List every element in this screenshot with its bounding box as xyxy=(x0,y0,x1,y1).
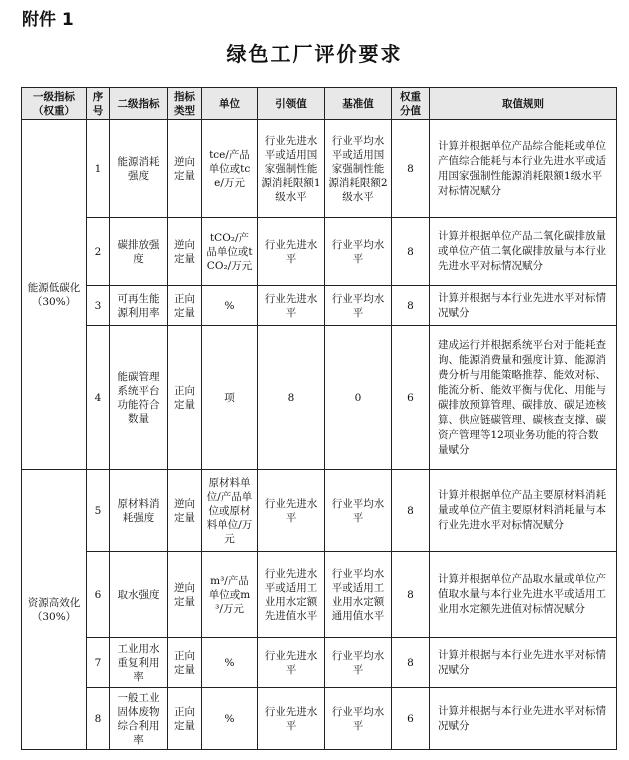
row-weight: 6 xyxy=(392,688,430,750)
header-weight: 权重分值 xyxy=(392,88,430,120)
table-row xyxy=(22,470,617,552)
row-unit: m³/产品单位或m³/万元 xyxy=(202,552,258,638)
row-unit: tce/产品单位或tce/万元 xyxy=(202,120,258,218)
row-rule: 计算并根据单位产品主要原材料消耗量或单位产值主要原材料消耗量与本行业先进水平对标情况赋分 xyxy=(430,470,617,552)
row-type: 正向定量 xyxy=(168,688,202,750)
row-indicator: 能源消耗强度 xyxy=(110,120,168,218)
row-rule: 建成运行并根据系统平台对于能耗查询、能源消费量和强度计算、能源消费分析与用能策略推荐、能效对标、能流分析、能效平衡与优化、用能与碳排放预算管理、碳排放、碳足迹核算、供应链碳管理、碳核查支撑、碳资产管理等12项业务功能的符合数量赋分 xyxy=(430,326,617,470)
row-lead: 行业先进水平或适用工业用水定额先进值水平 xyxy=(258,552,325,638)
table-row xyxy=(22,120,617,218)
evaluation-table xyxy=(21,87,617,750)
row-seq: 5 xyxy=(87,470,110,552)
row-base: 行业平均水平或适用工业用水定额通用值水平 xyxy=(325,552,392,638)
row-type: 逆向定量 xyxy=(168,552,202,638)
row-lead: 行业先进水平或适用国家强制性能源消耗限额1级水平 xyxy=(258,120,325,218)
row-weight: 6 xyxy=(392,326,430,470)
row-indicator: 工业用水重复利用率 xyxy=(110,638,168,688)
group-resource: 资源高效化（30%） xyxy=(22,470,87,750)
header-level1: 一级指标（权重） xyxy=(22,88,87,120)
table-row xyxy=(22,638,617,688)
row-unit: % xyxy=(202,688,258,750)
table-row xyxy=(22,286,617,326)
table-row xyxy=(22,688,617,750)
row-lead: 行业先进水平 xyxy=(258,286,325,326)
header-rule: 取值规则 xyxy=(430,88,617,120)
row-weight: 8 xyxy=(392,470,430,552)
row-seq: 6 xyxy=(87,552,110,638)
row-lead: 8 xyxy=(258,326,325,470)
row-rule: 计算并根据与本行业先进水平对标情况赋分 xyxy=(430,286,617,326)
header-seq: 序号 xyxy=(87,88,110,120)
row-type: 逆向定量 xyxy=(168,120,202,218)
header-type: 指标类型 xyxy=(168,88,202,120)
row-rule: 计算并根据单位产品取水量或单位产值取水量与本行业先进水平或适用工业用水定额先进值对标情况赋分 xyxy=(430,552,617,638)
header-unit: 单位 xyxy=(202,88,258,120)
table-row xyxy=(22,552,617,638)
group-energy: 能源低碳化（30%） xyxy=(22,120,87,470)
row-seq: 1 xyxy=(87,120,110,218)
row-rule: 计算并根据与本行业先进水平对标情况赋分 xyxy=(430,638,617,688)
row-indicator: 取水强度 xyxy=(110,552,168,638)
row-lead: 行业先进水平 xyxy=(258,218,325,286)
row-seq: 3 xyxy=(87,286,110,326)
row-base: 0 xyxy=(325,326,392,470)
row-weight: 8 xyxy=(392,120,430,218)
row-base: 行业平均水平 xyxy=(325,688,392,750)
row-type: 正向定量 xyxy=(168,326,202,470)
row-unit: tCO₂/产品单位或tCO₂/万元 xyxy=(202,218,258,286)
attachment-label: 附件 1 xyxy=(22,10,74,30)
row-unit: % xyxy=(202,638,258,688)
row-type: 正向定量 xyxy=(168,638,202,688)
header-lead: 引领值 xyxy=(258,88,325,120)
row-base: 行业平均水平 xyxy=(325,218,392,286)
row-weight: 8 xyxy=(392,638,430,688)
row-type: 逆向定量 xyxy=(168,218,202,286)
row-indicator: 碳排放强度 xyxy=(110,218,168,286)
row-indicator: 能碳管理系统平台功能符合数量 xyxy=(110,326,168,470)
row-type: 正向定量 xyxy=(168,286,202,326)
header-level2: 二级指标 xyxy=(110,88,168,120)
header-base: 基准值 xyxy=(325,88,392,120)
row-base: 行业平均水平 xyxy=(325,638,392,688)
row-unit: % xyxy=(202,286,258,326)
row-rule: 计算并根据单位产品二氧化碳排放量或单位产值二氧化碳排放量与本行业先进水平对标情况赋分 xyxy=(430,218,617,286)
table-row xyxy=(22,326,617,470)
row-weight: 8 xyxy=(392,552,430,638)
row-seq: 4 xyxy=(87,326,110,470)
row-seq: 2 xyxy=(87,218,110,286)
row-rule: 计算并根据单位产品综合能耗或单位产值综合能耗与本行业先进水平或适用国家强制性能源消耗限额1级水平对标情况赋分 xyxy=(430,120,617,218)
row-lead: 行业先进水平 xyxy=(258,638,325,688)
row-base: 行业平均水平或适用国家强制性能源消耗限额2级水平 xyxy=(325,120,392,218)
row-weight: 8 xyxy=(392,218,430,286)
row-base: 行业平均水平 xyxy=(325,470,392,552)
row-indicator: 原材料消耗强度 xyxy=(110,470,168,552)
row-lead: 行业先进水平 xyxy=(258,688,325,750)
table-row xyxy=(22,218,617,286)
row-type: 逆向定量 xyxy=(168,470,202,552)
row-seq: 7 xyxy=(87,638,110,688)
row-indicator: 一般工业固体废物综合利用率 xyxy=(110,688,168,750)
row-indicator: 可再生能源利用率 xyxy=(110,286,168,326)
row-base: 行业平均水平 xyxy=(325,286,392,326)
page-title: 绿色工厂评价要求 xyxy=(226,42,403,66)
header-row xyxy=(22,88,617,120)
row-lead: 行业先进水平 xyxy=(258,470,325,552)
row-rule: 计算并根据与本行业先进水平对标情况赋分 xyxy=(430,688,617,750)
row-unit: 原材料单位/产品单位或原材料单位/万元 xyxy=(202,470,258,552)
row-weight: 8 xyxy=(392,286,430,326)
row-seq: 8 xyxy=(87,688,110,750)
row-unit: 项 xyxy=(202,326,258,470)
